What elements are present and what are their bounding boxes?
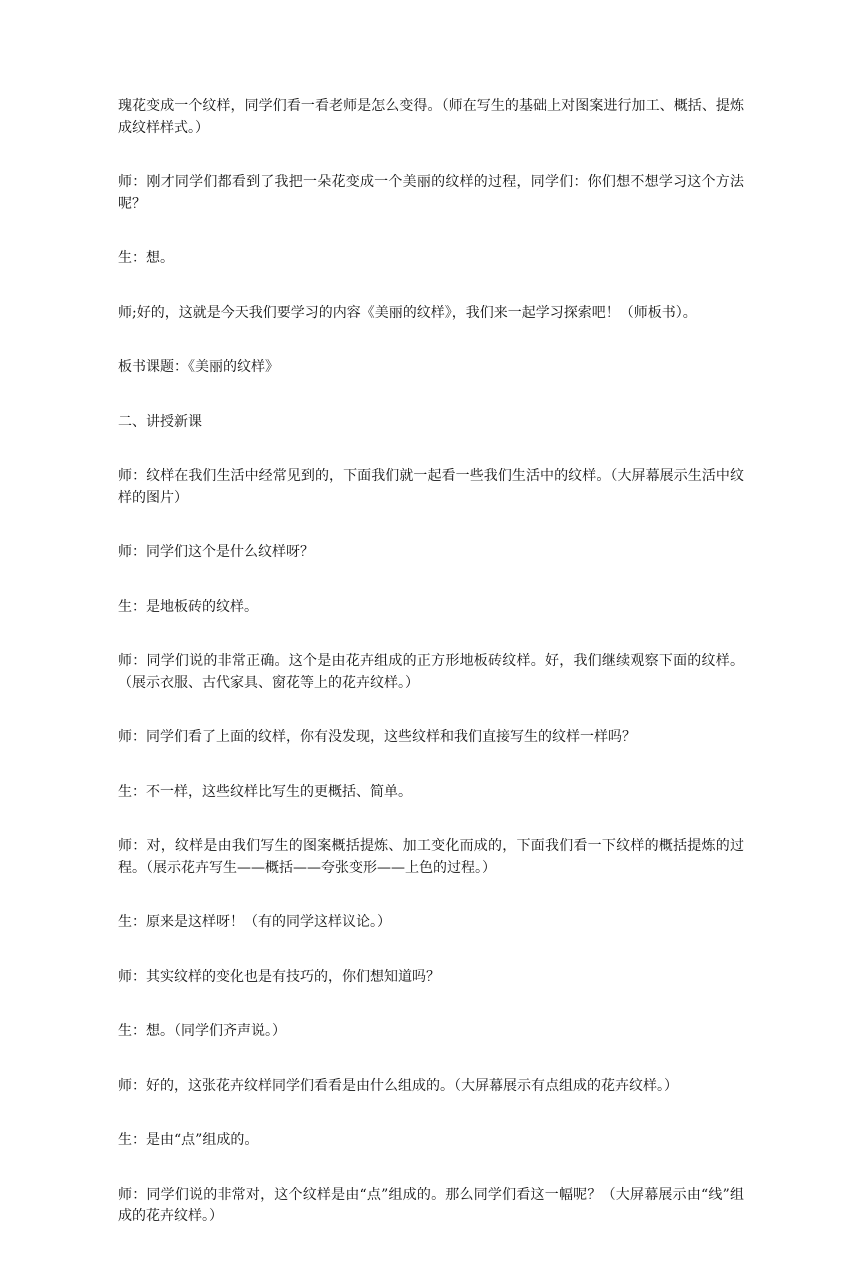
paragraph-13: 师：对，纹样是由我们写生的图案概括提炼、加工变化而成的，下面我们看一下纹样的概括提炼的过程。（展示花卉写生——概括——夸张变形——上色的过程。） xyxy=(118,838,744,876)
paragraph-2: 师：刚才同学们都看到了我把一朵花变成一个美丽的纹样的过程，同学们：你们想不想学习这个方法呢？ xyxy=(118,174,744,212)
paragraph-19: 师：同学们说的非常对，这个纹样是由“点”组成的。那么同学们看这一幅呢？（大屏幕展示由“线”组成的花卉纹样。） xyxy=(118,1186,744,1224)
paragraph-17: 师：好的，这张花卉纹样同学们看看是由什么组成的。（大屏幕展示有点组成的花卉纹样。） xyxy=(118,1077,678,1094)
paragraph-7: 师：纹样在我们生活中经常见到的，下面我们就一起看一些我们生活中的纹样。（大屏幕展示生活中纹样的图片） xyxy=(118,468,744,506)
paragraph-16: 生：想。（同学们齐声说。） xyxy=(118,1023,286,1039)
paragraph-4: 师;好的，这就是今天我们要学习的内容《美丽的纹样》，我们来一起学习探索吧！（师板书）。 xyxy=(118,304,697,321)
paragraph-5: 板书课题：《美丽的纹样》 xyxy=(118,359,279,375)
paragraph-3: 生：想。 xyxy=(118,250,174,266)
paragraph-12: 生：不一样，这些纹样比写生的更概括、简单。 xyxy=(118,783,412,800)
paragraph-1: 瑰花变成一个纹样，同学们看一看老师是怎么变得。（师在写生的基础上对图案进行加工、概括、提炼成纹样样式。） xyxy=(118,98,744,136)
paragraph-10: 师：同学们说的非常正确。这个是由花卉组成的正方形地板砖纹样。好，我们继续观察下面的纹样。（展示衣服、古代家具、窗花等上的花卉纹样。） xyxy=(118,653,744,691)
paragraph-14: 生：原来是这样呀！（有的同学这样议论。） xyxy=(118,914,391,930)
paragraph-8: 师：同学们这个是什么纹样呀？ xyxy=(118,544,314,560)
paragraph-18: 生：是由“点”组成的。 xyxy=(118,1132,259,1148)
document-page xyxy=(118,96,744,1261)
paragraph-15: 师：其实纹样的变化也是有技巧的，你们想知道吗？ xyxy=(118,968,440,985)
paragraph-9: 生：是地板砖的纹样。 xyxy=(118,598,258,615)
section-heading: 二、讲授新课 xyxy=(118,413,202,430)
paragraph-11: 师：同学们看了上面的纹样，你有没发现，这些纹样和我们直接写生的纹样一样吗？ xyxy=(118,729,636,745)
